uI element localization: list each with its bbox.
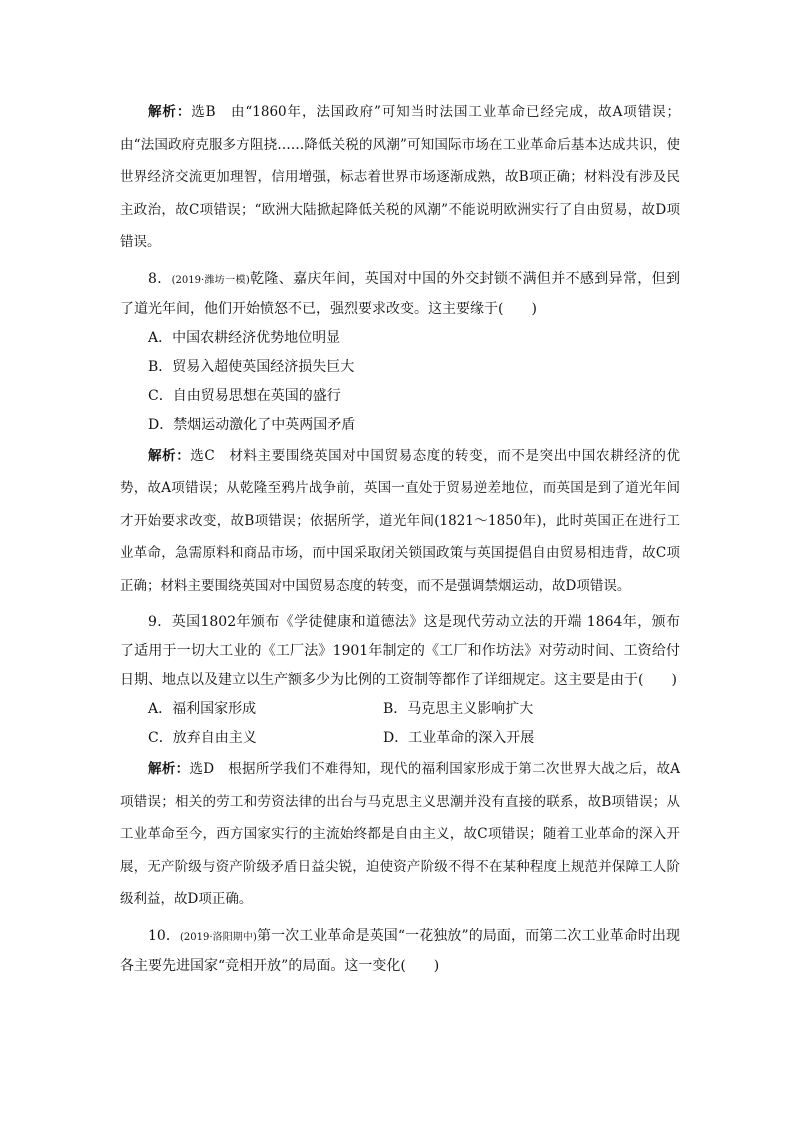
option-a: A．福利国家形成 (148, 701, 257, 717)
answer-explanation-7 (120, 96, 680, 259)
option-b: B．贸易入超使英国经济损失巨大 (148, 358, 355, 375)
options-row-2 (120, 724, 680, 753)
question-stem: 第一次工业革命是英国“一花独放”的局面，而第二次工业革命时出现各主要先进国家“竞相开放”的局面。这一变化( ) (120, 927, 680, 974)
option-d: D．禁烟运动激化了中英两国矛盾 (148, 416, 356, 433)
question-number: 8． (148, 270, 172, 287)
question-source: (2019·潍坊一模) (171, 274, 250, 286)
question-10 (120, 922, 680, 981)
question-stem: 乾隆、嘉庆年间，英国对中国的外交封锁不满但并不感到异常，但到了道光年间，他们开始愤怒不已，强烈要求改变。这主要缘于( ) (120, 270, 680, 317)
explanation-label: 解析： (148, 761, 190, 777)
option-d: D．工业革命的深入开展 (383, 730, 535, 746)
question-content (120, 96, 680, 981)
question-stem: 英国1802年颁布《学徒健康和道德法》这是现代劳动立法的开端 1864年，颁布了适用于一切大工业的《工厂法》1901年制定的《工厂和作坊法》对劳动时间、工资给付日期、地点以及建立以生产额多少为比例的工资制等都作了详细规定。这主要是由于( ) (120, 614, 680, 688)
answer-explanation-8 (120, 440, 680, 603)
option-c: C．自由贸易思想在英国的盛行 (148, 387, 341, 404)
option-a: A．中国农耕经济优势地位明显 (148, 329, 341, 346)
question-8 (120, 265, 680, 324)
question-source: (2019·洛阳期中) (180, 931, 257, 943)
explanation-label: 解析： (148, 104, 192, 120)
explanation-label: 解析： (148, 447, 191, 464)
question-number: 10． (148, 927, 180, 944)
answer-explanation-9 (120, 753, 680, 916)
explanation-text: 选D 根据所学我们不难得知，现代的福利国家形成于第二次世界大战之后，故A项错误；相关的劳工和劳资法律的出台与马克思主义思潮并没有直接的联系，故B项错误；从工业革命至今，西方国家实行的主流始终都是自由主义，故C项错误；随着工业革命的深入开展，无产阶级与资产阶级矛盾日益尖锐，迫使资产阶级不得不在某种程度上规范并保障工人阶级利益，故D项正确。 (120, 761, 681, 907)
question-9 (120, 608, 680, 695)
options-row-1 (120, 695, 680, 724)
explanation-text: 选C 材料主要围绕英国对中国贸易态度的转变，而不是突出中国农耕经济的优势，故A项错误；从乾隆至鸦片战争前，英国一直处于贸易逆差地位，而英国是到了道光年间才开始要求改变，故B项错误；依据所学，道光年间(1821～1850年)，此时英国正在进行工业革命，急需原料和商品市场，而中国采取闭关锁国政策与英国提倡自由贸易相违背，故C项正确；材料主要围绕英国对中国贸易态度的转变，而不是强调禁烟运动，故D项错误。 (120, 447, 680, 594)
option-b: B．马克思主义影响扩大 (383, 701, 534, 717)
question-number: 9． (148, 614, 172, 630)
option-c: C．放弃自由主义 (148, 730, 257, 746)
explanation-text: 选B 由“1860年，法国政府”可知当时法国工业革命已经完成，故A项错误；由“法国政府克服多方阻挠……降低关税的风潮”可知国际市场在工业革命后基本达成共识，使世界经济交流更加理智，信用增强，标志着世界市场逐渐成熟，故B项正确；材料没有涉及民主政治，故C项错误；“欧洲大陆掀起降低关税的风潮”不能说明欧洲实行了自由贸易，故D项错误。 (120, 104, 680, 250)
